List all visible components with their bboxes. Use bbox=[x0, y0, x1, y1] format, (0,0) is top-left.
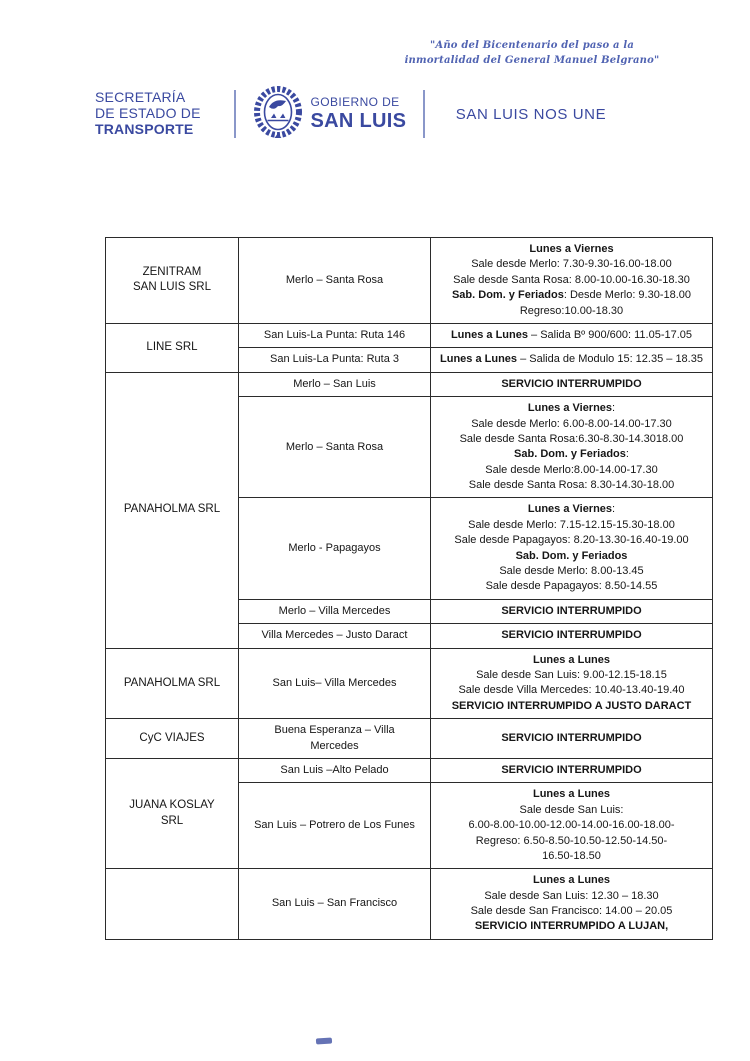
route-cell: Buena Esperanza – Villa Mercedes bbox=[239, 719, 431, 759]
schedule-line: Sab. Dom. y Feriados: Desde Merlo: 9.30-18.00 bbox=[451, 289, 692, 302]
company-cell: CyC VIAJES bbox=[106, 719, 239, 759]
schedule-cell bbox=[431, 348, 713, 372]
schedule-cell bbox=[431, 397, 713, 498]
quote-line-1: "Año del Bicentenario del paso a la bbox=[429, 40, 635, 51]
route-cell: Merlo – Villa Mercedes bbox=[239, 599, 431, 623]
slogan-text: SAN LUIS NOS UNE bbox=[455, 105, 607, 123]
schedule-cell bbox=[431, 498, 713, 599]
schedule-line: Sale desde Merlo: 7.30-9.30-16.00-18.00 bbox=[471, 258, 672, 271]
secretaria-line-3: TRANSPORTE bbox=[95, 120, 194, 137]
schedule-line: Sale desde Santa Rosa: 8.30-14.30-18.00 bbox=[468, 479, 675, 492]
schedule-cell bbox=[431, 323, 713, 347]
schedule-line: Sale desde San Luis: 12.30 – 18.30 bbox=[484, 889, 659, 902]
table-row bbox=[106, 869, 713, 940]
schedule-line: Sale desde Papagayos: 8.20-13.30-16.40-19.00 bbox=[454, 534, 689, 547]
schedule-line: Sale desde San Luis: 9.00-12.15-18.15 bbox=[476, 668, 667, 681]
schedule-line: Sale desde San Luis: bbox=[519, 803, 624, 816]
route-cell: San Luis –Alto Pelado bbox=[239, 758, 431, 782]
schedule-line: SERVICIO INTERRUMPIDO bbox=[501, 629, 642, 642]
schedule-line: Sale desde Merlo: 6.00-8.00-14.00-17.30 bbox=[471, 417, 672, 430]
schedule-line: Lunes a Lunes – Salida de Modulo 15: 12.35 – 18.35 bbox=[440, 353, 703, 366]
schedule-line: SERVICIO INTERRUMPIDO bbox=[501, 604, 642, 617]
company-cell: PANAHOLMA SRL bbox=[106, 648, 239, 719]
schedule-line: Sab. Dom. y Feriados bbox=[515, 549, 628, 562]
schedule-line: SERVICIO INTERRUMPIDO bbox=[501, 731, 642, 744]
route-cell: Merlo - Papagayos bbox=[239, 498, 431, 599]
schedule-line: Regreso: 6.50-8.50-10.50-12.50-14.50- bbox=[475, 834, 668, 847]
schedule-line: Sale desde San Francisco: 14.00 – 20.05 bbox=[470, 905, 673, 918]
schedule-line: Sab. Dom. y Feriados: bbox=[514, 448, 629, 461]
gobierno-line-2: SAN LUIS bbox=[310, 110, 407, 132]
schedule-line: Sale desde Santa Rosa: 8.00-10.00-16.30-18.30 bbox=[453, 273, 690, 286]
company-cell: LINE SRL bbox=[106, 323, 239, 372]
schedule-line: 16.50-18.50 bbox=[542, 849, 601, 862]
schedule-line: 6.00-8.00-10.00-12.00-14.00-16.00-18.00- bbox=[468, 819, 675, 832]
page-bottom-artifact bbox=[316, 1037, 332, 1044]
gobierno-line-1: GOBIERNO DE bbox=[310, 95, 400, 109]
schedule-line: Sale desde Merlo: 7.15-12.15-15.30-18.00 bbox=[468, 518, 675, 531]
route-cell: Merlo – Santa Rosa bbox=[239, 238, 431, 324]
schedule-cell bbox=[431, 758, 713, 782]
schedule-line: Sale desde Merlo:8.00-14.00-17.30 bbox=[485, 463, 658, 476]
company-cell: ZENITRAM SAN LUIS SRL bbox=[106, 238, 239, 324]
route-cell: San Luis-La Punta: Ruta 146 bbox=[239, 323, 431, 347]
schedule-line: Lunes a Viernes: bbox=[527, 402, 616, 415]
secretaria-transporte-logo bbox=[95, 90, 217, 137]
schedule-line: Lunes a Lunes bbox=[532, 788, 611, 801]
company-cell: JUANA KOSLAY SRL bbox=[106, 758, 239, 868]
schedule-cell bbox=[431, 372, 713, 396]
secretaria-line-2: DE ESTADO DE bbox=[95, 105, 201, 122]
schedule-cell bbox=[431, 599, 713, 623]
table-row bbox=[106, 719, 713, 759]
header-quote bbox=[396, 38, 668, 68]
gobierno-text bbox=[311, 95, 407, 133]
quote-line-2: inmortalidad del General Manuel Belgrano" bbox=[404, 55, 660, 66]
schedule-line: Lunes a Lunes bbox=[532, 653, 611, 666]
table-row bbox=[106, 323, 713, 347]
company-cell bbox=[106, 869, 239, 940]
table-row bbox=[106, 372, 713, 396]
schedule-line: SERVICIO INTERRUMPIDO bbox=[501, 377, 642, 390]
route-cell: San Luis– Villa Mercedes bbox=[239, 648, 431, 719]
schedule-cell bbox=[431, 624, 713, 648]
schedule-line: Sale desde Villa Mercedes: 10.40-13.40-19.40 bbox=[458, 684, 685, 697]
table-row bbox=[106, 238, 713, 324]
route-cell: Merlo – San Luis bbox=[239, 372, 431, 396]
schedule-line: Lunes a Lunes – Salida Bº 900/600: 11.05-17.05 bbox=[450, 328, 693, 341]
header-divider bbox=[234, 90, 236, 138]
schedule-line: Sale desde Papagayos: 8.50-14.55 bbox=[485, 580, 658, 593]
table-row bbox=[106, 648, 713, 719]
schedule-line: Regreso:10.00-18.30 bbox=[519, 304, 624, 317]
company-cell: PANAHOLMA SRL bbox=[106, 372, 239, 648]
header-brand-row bbox=[95, 86, 606, 142]
schedule-line: SERVICIO INTERRUMPIDO bbox=[501, 763, 642, 776]
schedule-line: Lunes a Viernes bbox=[529, 243, 614, 255]
schedule-cell bbox=[431, 719, 713, 759]
bus-schedule-table bbox=[105, 237, 713, 940]
schedule-cell bbox=[431, 783, 713, 869]
schedule-line: SERVICIO INTERRUMPIDO A LUJAN, bbox=[474, 920, 669, 933]
schedule-line: Lunes a Viernes: bbox=[527, 503, 616, 516]
schedule-line: Sale desde Merlo: 8.00-13.45 bbox=[499, 565, 644, 578]
header-divider bbox=[423, 90, 425, 138]
table-row bbox=[106, 758, 713, 782]
schedule-line: Lunes a Lunes bbox=[532, 874, 611, 887]
schedule-table-body bbox=[106, 238, 713, 940]
schedule-line: SERVICIO INTERRUMPIDO A JUSTO DARACT bbox=[451, 699, 692, 712]
schedule-line: Sale desde Santa Rosa:6.30-8.30-14.3018.00 bbox=[459, 432, 684, 445]
route-cell: San Luis-La Punta: Ruta 3 bbox=[239, 348, 431, 372]
route-cell: San Luis – San Francisco bbox=[239, 869, 431, 940]
secretaria-line-1: SECRETARÍA bbox=[95, 89, 186, 106]
schedule-cell bbox=[431, 648, 713, 719]
schedule-cell bbox=[431, 869, 713, 940]
gobierno-san-luis-logo bbox=[253, 86, 407, 142]
san-luis-crest-icon bbox=[253, 86, 303, 142]
route-cell: Merlo – Santa Rosa bbox=[239, 397, 431, 498]
schedule-cell bbox=[431, 238, 713, 324]
route-cell: Villa Mercedes – Justo Daract bbox=[239, 624, 431, 648]
route-cell: San Luis – Potrero de Los Funes bbox=[239, 783, 431, 869]
